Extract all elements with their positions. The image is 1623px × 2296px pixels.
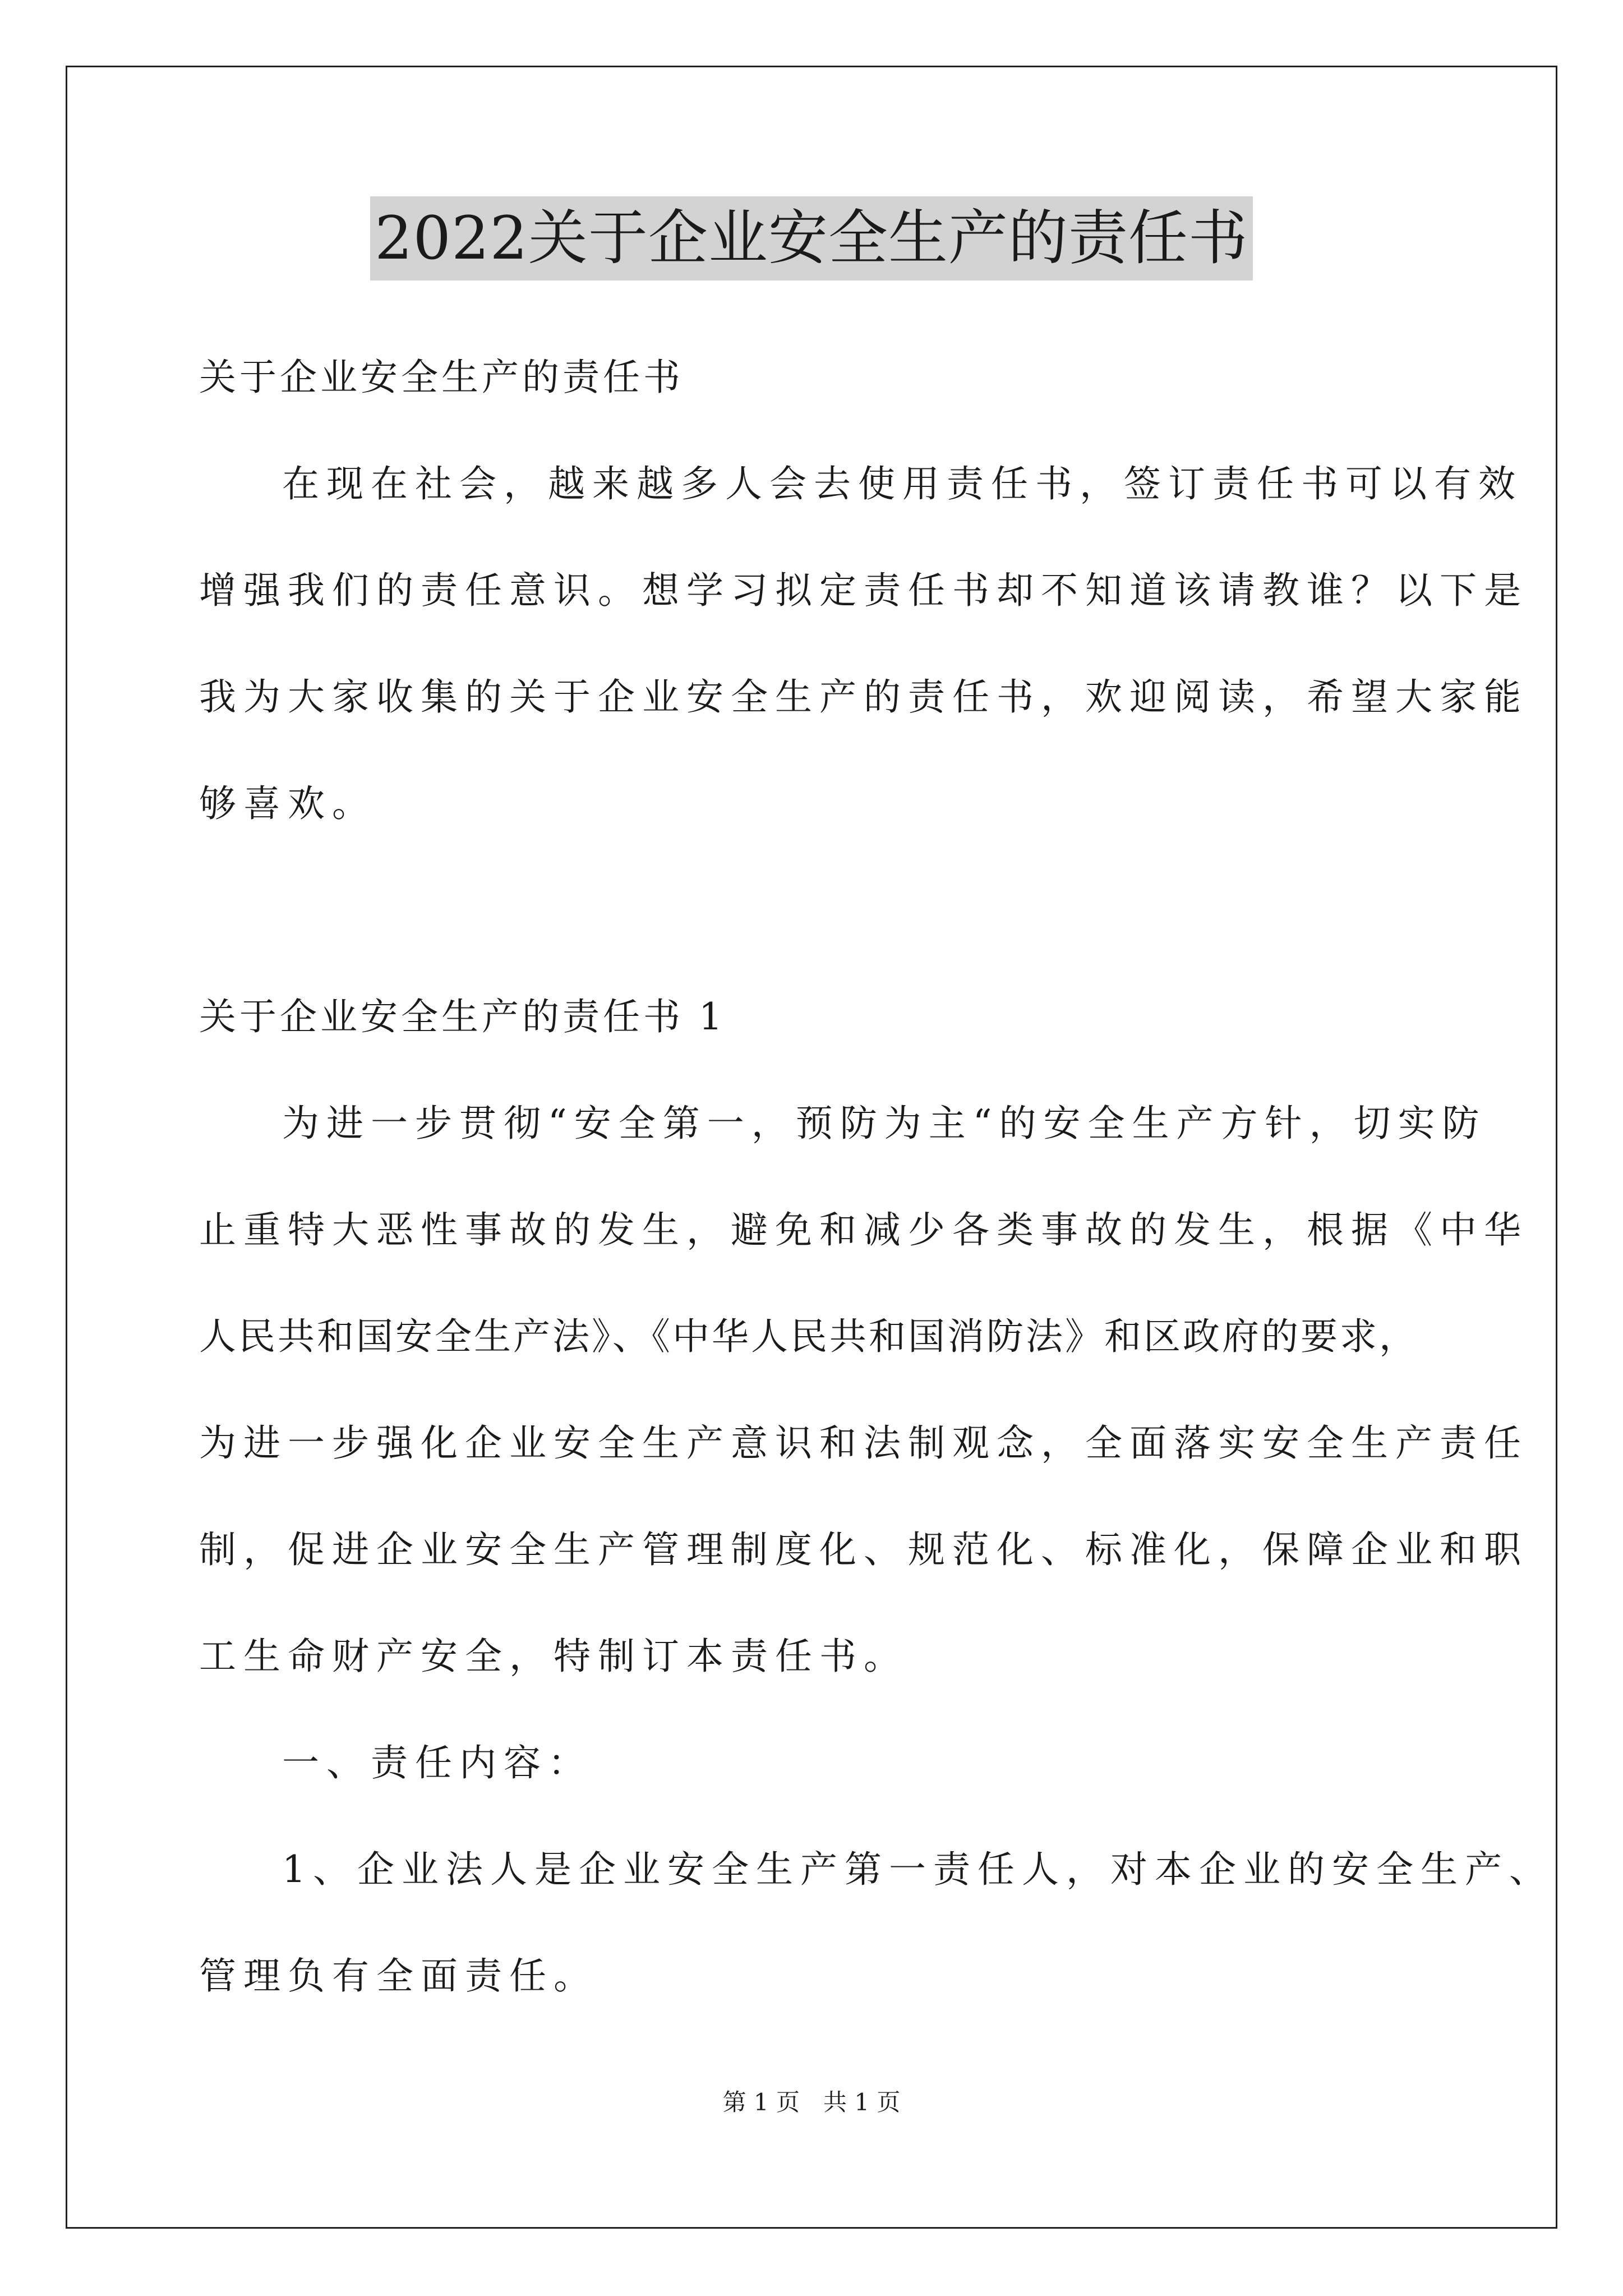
body-line: 人民共和国安全生产法》、《中华人民共和国消防法》和区政府的要求， — [199, 1315, 1418, 1358]
list-heading: 一、责任内容： — [282, 1741, 592, 1784]
intro-line: 在现在社会，越来越多人会去使用责任书，签订责任书可以有效 — [282, 462, 1523, 505]
body-line: 管理负有全面责任。 — [199, 1954, 598, 1998]
intro-line: 我为大家收集的关于企业安全生产的责任书，欢迎阅读，希望大家能 — [199, 675, 1528, 719]
section-heading: 关于企业安全生产的责任书 1 — [199, 995, 726, 1038]
document-subtitle: 关于企业安全生产的责任书 — [199, 356, 684, 399]
body-line: 1、企业法人是企业安全生产第一责任人，对本企业的安全生产、 — [282, 1848, 1553, 1891]
title-container — [0, 196, 1623, 280]
body-line: 止重特大恶性事故的发生，避免和减少各类事故的发生，根据《中华 — [199, 1208, 1528, 1251]
intro-line: 够喜欢。 — [199, 782, 376, 825]
body-line: 工生命财产安全，特制订本责任书。 — [199, 1635, 908, 1678]
page-footer: 第 1 页 共 1 页 — [722, 2088, 901, 2116]
body-line: 为进一步贯彻“安全第一，预防为主“的安全生产方针，切实防 — [282, 1102, 1487, 1145]
document-title: 2022关于企业安全生产的责任书 — [370, 196, 1253, 280]
body-line: 制，促进企业安全生产管理制度化、规范化、标准化，保障企业和职 — [199, 1528, 1528, 1571]
body-line: 为进一步强化企业安全生产意识和法制观念，全面落实安全生产责任 — [199, 1421, 1528, 1465]
intro-line: 增强我们的责任意识。想学习拟定责任书却不知道该请教谁？以下是 — [199, 569, 1528, 612]
